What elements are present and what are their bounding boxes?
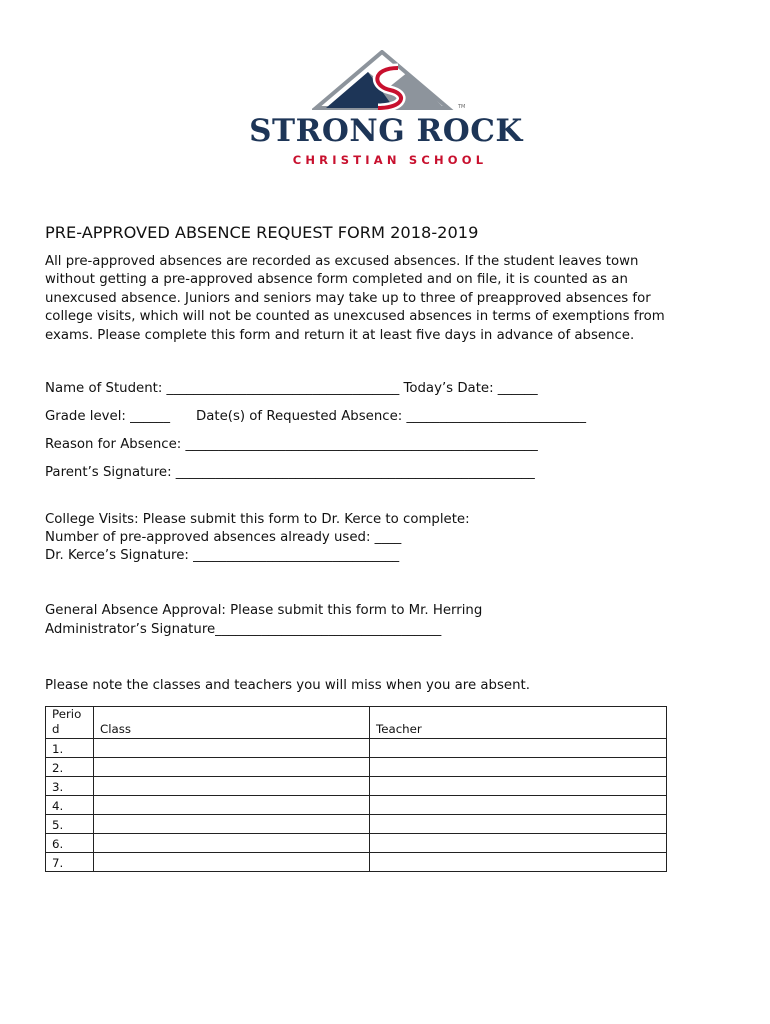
absences-used-field[interactable]: Number of pre-approved absences already used: ____ bbox=[45, 530, 402, 545]
class-cell[interactable] bbox=[94, 853, 370, 872]
table-row bbox=[46, 758, 667, 777]
class-header: Class bbox=[94, 707, 370, 739]
teacher-cell[interactable] bbox=[370, 758, 667, 777]
period-cell: 4. bbox=[46, 796, 94, 815]
college-visits-instruction: College Visits: Please submit this form to Dr. Kerce to complete: bbox=[45, 512, 470, 527]
period-cell: 7. bbox=[46, 853, 94, 872]
student-name-field[interactable]: Name of Student: ___________________________________ bbox=[45, 381, 400, 396]
period-header: Perio d bbox=[46, 707, 94, 739]
table-row bbox=[46, 853, 667, 872]
intro-line: unexcused absence. Juniors and seniors may take up to three of preapproved absences for bbox=[45, 290, 651, 306]
kerce-signature-field[interactable]: Dr. Kerce’s Signature: _______________________________ bbox=[45, 548, 400, 563]
class-cell[interactable] bbox=[94, 834, 370, 853]
teacher-header: Teacher bbox=[370, 707, 667, 739]
student-name-row bbox=[45, 381, 538, 396]
period-cell: 5. bbox=[46, 815, 94, 834]
table-row bbox=[46, 739, 667, 758]
table-row bbox=[46, 777, 667, 796]
table-row bbox=[46, 815, 667, 834]
class-cell[interactable] bbox=[94, 777, 370, 796]
mountain-logo-icon bbox=[312, 50, 462, 112]
admin-signature-field[interactable]: Administrator’s Signature__________________________________ bbox=[45, 622, 442, 637]
period-cell: 1. bbox=[46, 739, 94, 758]
table-row bbox=[46, 796, 667, 815]
table-header-row bbox=[46, 707, 667, 739]
class-cell[interactable] bbox=[94, 815, 370, 834]
period-cell: 2. bbox=[46, 758, 94, 777]
intro-paragraph bbox=[45, 253, 745, 345]
class-cell[interactable] bbox=[94, 758, 370, 777]
classes-note: Please note the classes and teachers you will miss when you are absent. bbox=[45, 678, 530, 693]
todays-date-field[interactable]: Today’s Date: ______ bbox=[403, 381, 538, 396]
grade-level-field[interactable]: Grade level: ______ bbox=[45, 409, 170, 424]
class-cell[interactable] bbox=[94, 796, 370, 815]
teacher-cell[interactable] bbox=[370, 834, 667, 853]
intro-line: without getting a pre-approved absence form completed and on file, it is counted as an bbox=[45, 272, 628, 288]
intro-line: college visits, which will not be counted as unexcused absences in terms of exemptions from bbox=[45, 309, 665, 325]
trademark-mark: TM bbox=[458, 104, 466, 110]
teacher-cell[interactable] bbox=[370, 739, 667, 758]
school-logo bbox=[236, 50, 536, 170]
teacher-cell[interactable] bbox=[370, 796, 667, 815]
classes-table bbox=[45, 706, 667, 872]
table-row bbox=[46, 834, 667, 853]
general-absence-instruction: General Absence Approval: Please submit this form to Mr. Herring bbox=[45, 603, 483, 618]
teacher-cell[interactable] bbox=[370, 815, 667, 834]
grade-dates-row bbox=[45, 409, 586, 424]
form-title: PRE-APPROVED ABSENCE REQUEST FORM 2018-2019 bbox=[45, 223, 479, 242]
class-cell[interactable] bbox=[94, 739, 370, 758]
parent-signature-field[interactable]: Parent’s Signature: ______________________________________________________ bbox=[45, 465, 535, 480]
intro-line: exams. Please complete this form and return it at least five days in advance of absence. bbox=[45, 327, 635, 343]
intro-line: All pre-approved absences are recorded as excused absences. If the student leaves town bbox=[45, 254, 639, 269]
reason-field[interactable]: Reason for Absence: _____________________________________________________ bbox=[45, 437, 538, 452]
period-cell: 3. bbox=[46, 777, 94, 796]
teacher-cell[interactable] bbox=[370, 853, 667, 872]
requested-dates-field[interactable]: Date(s) of Requested Absence: ___________________________ bbox=[195, 409, 586, 424]
period-cell: 6. bbox=[46, 834, 94, 853]
teacher-cell[interactable] bbox=[370, 777, 667, 796]
logo-brand-name: STRONG ROCK bbox=[249, 113, 523, 149]
logo-tagline: CHRISTIAN SCHOOL bbox=[292, 153, 488, 167]
